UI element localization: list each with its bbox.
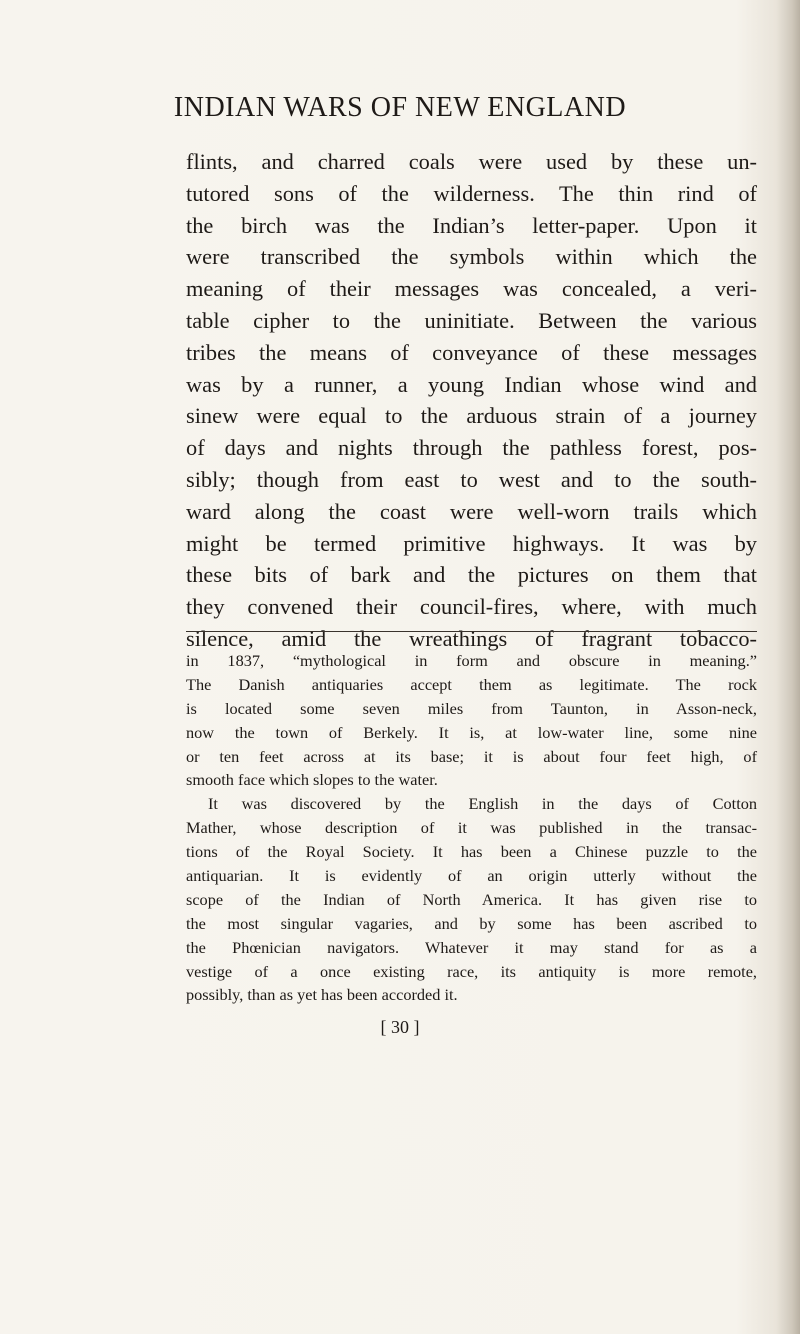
text-line: they convened their council-fires, where, with much [186, 594, 757, 620]
footnote-line: possibly, than as yet has been accorded it. [186, 985, 458, 1005]
text-line: these bits of bark and the pictures on them that [186, 562, 757, 588]
page-number: [ 30 ] [380, 1017, 420, 1037]
text-line: flints, and charred coals were used by these un- [186, 149, 757, 174]
text-line: sinew were equal to the arduous strain of a journey [186, 403, 757, 429]
text-line: might be termed primitive highways. It was by [186, 530, 757, 556]
text-line: tribes the means of conveyance of these messages [186, 339, 757, 365]
footnote-line: Mather, whose description of it was published in the transac- [186, 818, 757, 838]
footnote-line: smooth face which slopes to the water. [186, 770, 438, 790]
text-line: of days and nights through the pathless forest, pos- [186, 435, 757, 461]
footnote-line: in 1837, “mythological in form and obscure in meaning.” [186, 651, 757, 670]
footnote-line: The Danish antiquaries accept them as legitimate. The rock [186, 674, 757, 694]
footnote-line: the Phœnician navigators. Whatever it may stand for as a [186, 937, 757, 957]
text-line: were transcribed the symbols within which the [186, 244, 757, 270]
footnote-line: now the town of Berkely. It is, at low-water line, some nine [186, 722, 757, 742]
text-line: ward along the coast were well-worn trails which [186, 498, 757, 524]
text-line: table cipher to the uninitiate. Between the various [186, 307, 757, 333]
footnote-divider [186, 631, 757, 632]
text-line: sibly; though from east to west and to the south- [186, 466, 757, 492]
footnote-line: tions of the Royal Society. It has been a Chinese puzzle to the [186, 842, 757, 862]
main-text [186, 146, 757, 655]
footnote [186, 649, 757, 1007]
text-line: was by a runner, a young Indian whose wind and [186, 371, 757, 397]
footnote-line: the most singular vagaries, and by some has been ascribed to [186, 913, 757, 933]
text-line: tutored sons of the wilderness. The thin rind of [186, 180, 757, 206]
footnote-line: scope of the Indian of North America. It has given rise to [186, 889, 757, 909]
text-line: the birch was the Indian’s letter-paper. Upon it [186, 212, 757, 238]
footnote-line: antiquarian. It is evidently of an origin utterly without the [186, 866, 757, 886]
running-head: INDIAN WARS OF NEW ENGLAND [173, 92, 627, 123]
text-line: meaning of their messages was concealed, a veri- [186, 276, 757, 302]
footnote-line: It was discovered by the English in the days of Cotton [208, 794, 757, 814]
text-line: silence, amid the wreathings of fragrant tobacco- [186, 625, 757, 651]
footnote-line: is located some seven miles from Taunton, in Asson-neck, [186, 698, 757, 718]
footnote-line: vestige of a once existing race, its antiquity is more remote, [186, 961, 757, 981]
footnote-line: or ten feet across at its base; it is about four feet high, of [186, 746, 757, 766]
